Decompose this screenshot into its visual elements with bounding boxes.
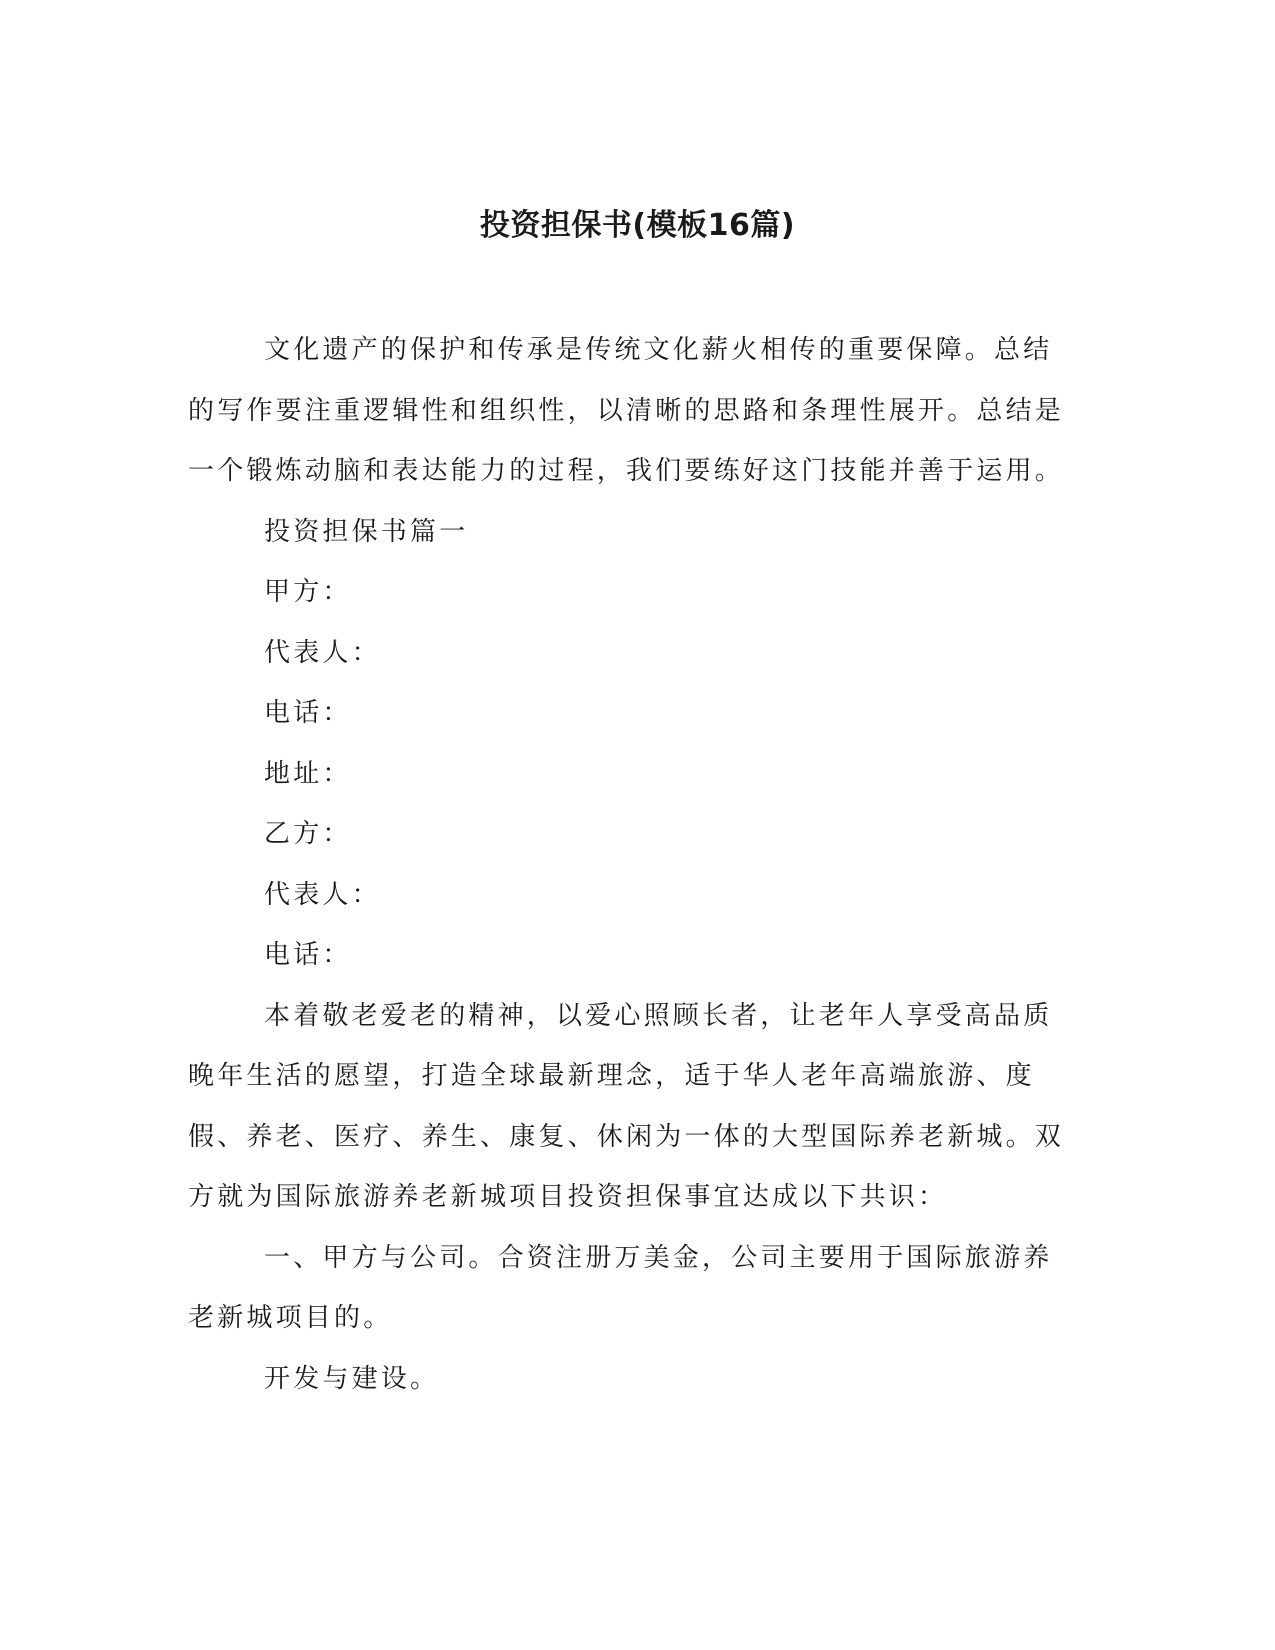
party-b-phone: 电话： (264, 940, 352, 970)
document-body (188, 320, 1068, 1409)
clause-one-paragraph: 一、甲方与公司。合资注册万美金，公司主要用于国际旅游养老新城项目的。 (188, 1242, 1053, 1333)
intro-paragraph: 文化遗产的保护和传承是传统文化薪火相传的重要保障。总结的写作要注重逻辑性和组织性，以清晰的思路和条理性展开。总结是一个锻炼动脑和表达能力的过程，我们要练好这门技能并善于运用。 (188, 335, 1065, 486)
party-a-phone: 电话： (264, 698, 352, 728)
party-b-representative: 代表人： (264, 879, 381, 910)
section-heading: 投资担保书篇一 (264, 516, 469, 547)
purpose-paragraph: 本着敬老爱老的精神，以爱心照顾长者，让老年人享受高品质晚年生活的愿望，打造全球最新理念，适于华人老年高端旅游、度假、养老、医疗、养生、康复、休闲为一体的大型国际养老新城。双方就为国际旅游养老新城项目投资担保事宜达成以下共识： (188, 1000, 1065, 1212)
party-b-label: 乙方： (264, 819, 352, 849)
party-a-label: 甲方： (264, 577, 352, 607)
development-paragraph: 开发与建设。 (264, 1363, 440, 1394)
party-a-representative: 代表人： (264, 637, 381, 668)
document-title: 投资担保书(模板16篇) (479, 208, 796, 243)
party-a-address: 地址： (264, 758, 352, 789)
